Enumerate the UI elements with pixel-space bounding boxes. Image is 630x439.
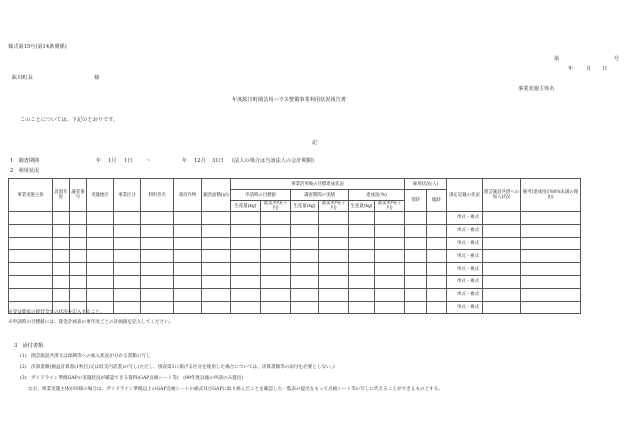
table-cell (261, 224, 291, 237)
table-cell (375, 301, 405, 314)
col-rate-income: 農業所得(千円) (375, 201, 405, 212)
table-cell (261, 250, 291, 263)
table-cell (53, 263, 70, 276)
table-cell (9, 212, 53, 225)
table-cell (9, 250, 53, 263)
row-kind-cell: 単式・複式 (447, 275, 483, 288)
col-area: 実施地区 (87, 179, 114, 212)
table-cell (319, 212, 349, 225)
period-month1: 1月 (108, 158, 117, 164)
table-row (9, 212, 581, 225)
table-cell (483, 263, 521, 276)
col-lot: 識者番号 (70, 179, 87, 212)
table-cell (405, 301, 427, 314)
table-cell (174, 275, 202, 288)
table-cell (114, 250, 141, 263)
section1-label: 1 調査期間 (10, 158, 40, 164)
row-kind-cell: 単式・複式 (447, 224, 483, 237)
row-kind-cell: 単式・複式 (447, 250, 483, 263)
table-cell (174, 237, 202, 250)
table-cell (202, 301, 231, 314)
table-cell (427, 237, 447, 250)
col-facility-area: 鋸営面積(㎡) (202, 179, 231, 212)
table-row (9, 224, 581, 237)
table-cell (483, 250, 521, 263)
table-cell (483, 212, 521, 225)
table-cell (70, 275, 87, 288)
table-cell (202, 250, 231, 263)
table-cell (114, 224, 141, 237)
table-cell (427, 224, 447, 237)
table-cell (231, 301, 261, 314)
usage-status-table (8, 178, 581, 314)
table-cell (405, 237, 427, 250)
table-cell (319, 263, 349, 276)
table-cell (521, 301, 581, 314)
table-cell (9, 275, 53, 288)
col-year: 設置年度 (53, 179, 70, 212)
period-year1: 年 (96, 158, 102, 164)
table-cell (521, 263, 581, 276)
col-user: 利用者名 (141, 179, 174, 212)
table-cell (291, 275, 319, 288)
section2-label: 2 利用状況 (10, 168, 40, 174)
period-day2: 31日 (212, 158, 224, 164)
table-cell (9, 288, 53, 301)
table-cell (427, 275, 447, 288)
table-cell (483, 301, 521, 314)
col-actual: 調査期間の実績 (291, 190, 349, 201)
table-cell (174, 250, 202, 263)
table-cell (141, 301, 174, 314)
table-cell (87, 275, 114, 288)
table-row (9, 275, 581, 288)
table-cell (87, 250, 114, 263)
table-cell (291, 237, 319, 250)
table-cell (141, 263, 174, 276)
table-cell (349, 212, 375, 225)
table-cell (375, 237, 405, 250)
note-2: ※申請時の目標値には、資金計画表の事年度ごとの計画値を記入してください。 (8, 320, 174, 325)
period-note: (法人の場合は当該法人の会計期間) (232, 158, 314, 164)
table-row (9, 250, 581, 263)
table-cell (114, 301, 141, 314)
table-cell (405, 250, 427, 263)
table-cell (427, 250, 447, 263)
row-kind-cell: 単式・複式 (447, 263, 483, 276)
period-day1: 1日 (124, 158, 133, 164)
table-cell (53, 237, 70, 250)
table-cell (87, 263, 114, 276)
period-month2: 12月 (194, 158, 206, 164)
table-cell (261, 212, 291, 225)
table-cell (319, 288, 349, 301)
table-cell (521, 237, 581, 250)
table-cell (70, 212, 87, 225)
date-year: 年 (568, 66, 574, 72)
table-cell (87, 212, 114, 225)
table-cell (202, 212, 231, 225)
table-cell (174, 288, 202, 301)
table-cell (174, 301, 202, 314)
period-year2: 年 (182, 158, 188, 164)
col-entity: 事業実施主体 (9, 179, 53, 212)
table-cell (319, 250, 349, 263)
col-plan-income: 農業所得(千円) (261, 201, 291, 212)
table-cell (521, 224, 581, 237)
ki-marker: 記 (312, 140, 318, 146)
table-cell (375, 263, 405, 276)
table-cell (319, 237, 349, 250)
table-cell (114, 288, 141, 301)
table-cell (261, 301, 291, 314)
intro-text: このことについては、下記のとおりです。 (20, 117, 119, 123)
col-gap-status: 課定記載の状況 (447, 179, 483, 212)
submitter-name: 事業実施主体名 (518, 86, 555, 92)
table-cell (375, 275, 405, 288)
row-kind-cell: 単式・複式 (447, 212, 483, 225)
date-day: 日 (602, 66, 608, 72)
table-cell (174, 224, 202, 237)
table-cell (70, 250, 87, 263)
table-cell (291, 288, 319, 301)
table-cell (202, 288, 231, 301)
col-regular: 常時 (405, 190, 427, 212)
table-row (9, 237, 581, 250)
table-cell (483, 288, 521, 301)
table-cell (114, 212, 141, 225)
table-cell (231, 250, 261, 263)
table-cell (231, 263, 261, 276)
attachment-footnote: なお、事業実施主体が同様の場合は、ガイドライン準拠以上のGAP点検シートの様式及びGAPに取り組んだことを確認した一覧表の提出をもって点検シート等の写しに代えることができるものとする。 (28, 387, 443, 392)
table-cell (405, 263, 427, 276)
addressee: 紘川町長 (12, 75, 33, 81)
table-cell (174, 263, 202, 276)
table-cell (261, 288, 291, 301)
section3-label: 3 添付書類 (14, 343, 44, 349)
col-plan-production: 生産量(kg) (231, 201, 261, 212)
doc-number-suffix: 号 (614, 56, 620, 62)
table-cell (261, 237, 291, 250)
table-cell (521, 212, 581, 225)
col-actual-income: 農業所得(千円) (319, 201, 349, 212)
table-cell (291, 263, 319, 276)
table-cell (202, 224, 231, 237)
doc-number-prefix: 第 (554, 56, 560, 62)
table-cell (349, 288, 375, 301)
table-body (9, 212, 581, 314)
table-cell (319, 301, 349, 314)
col-category: 事業区分 (114, 179, 141, 212)
col-target-group: 事業活用後の目標達成状況 (231, 179, 405, 190)
table-cell (202, 263, 231, 276)
table-cell (70, 224, 87, 237)
table-cell (70, 288, 87, 301)
table-cell (53, 224, 70, 237)
col-join-status: 園芸施設共済への加入状況 (483, 179, 521, 212)
table-cell (483, 275, 521, 288)
col-temporary: 臨時 (427, 190, 447, 212)
table-cell (9, 263, 53, 276)
table-cell (70, 263, 87, 276)
col-crop: 栽培作物 (174, 179, 202, 212)
table-row (9, 263, 581, 276)
table-cell (427, 263, 447, 276)
table-cell (9, 237, 53, 250)
table-cell (319, 224, 349, 237)
table-cell (87, 288, 114, 301)
col-actual-production: 生産量(kg) (291, 201, 319, 212)
table-cell (53, 288, 70, 301)
table-cell (291, 301, 319, 314)
attachment-item-3: (3) ガイドライン準拠GAPの実施状況が確認できる資料(GAP点検シート等) (99年度以後の申請のみ提出) (20, 376, 244, 381)
table-cell (114, 263, 141, 276)
table-cell (231, 224, 261, 237)
table-cell (261, 263, 291, 276)
col-plan: 申請時の目標値 (231, 190, 291, 201)
table-cell (231, 237, 261, 250)
table-cell (375, 212, 405, 225)
col-rate: 達成度(%) (349, 190, 405, 201)
table-cell (427, 301, 447, 314)
table-cell (141, 288, 174, 301)
table-cell (53, 275, 70, 288)
row-kind-cell: 単式・複式 (447, 288, 483, 301)
table-cell (141, 224, 174, 237)
table-cell (349, 263, 375, 276)
table-cell (405, 224, 427, 237)
date-month: 月 (586, 66, 592, 72)
table-cell (349, 250, 375, 263)
table-cell (291, 250, 319, 263)
table-cell (521, 275, 581, 288)
table-cell (114, 237, 141, 250)
table-cell (291, 212, 319, 225)
table-cell (9, 224, 53, 237)
table-cell (349, 224, 375, 237)
table-cell (141, 237, 174, 250)
table-cell (261, 275, 291, 288)
table-cell (349, 301, 375, 314)
attachment-item-1: (1) 園芸施設共済又は保険等への加入状況が分かる書類の写し (20, 354, 151, 359)
period-tilde: 〜 (146, 158, 152, 164)
table-cell (141, 250, 174, 263)
table-cell (521, 288, 581, 301)
table-cell (291, 224, 319, 237)
table-cell (405, 212, 427, 225)
table-cell (375, 250, 405, 263)
table-cell (349, 275, 375, 288)
table-cell (231, 288, 261, 301)
table-cell (405, 288, 427, 301)
table-cell (53, 212, 70, 225)
table-cell (87, 224, 114, 237)
table-cell (483, 237, 521, 250)
table-cell (141, 275, 174, 288)
row-kind-cell: 単式・複式 (447, 301, 483, 314)
table-cell (70, 237, 87, 250)
table-cell (521, 250, 581, 263)
table-cell (349, 237, 375, 250)
attachment-item-2: (2) 決算書類(損益計算書(1枚目)又は収支内訳書)の写し(ただし、別表第1に掲げる区分を使用した場合については、決算書類等の添付を必要としない。) (20, 365, 335, 370)
table-cell (174, 212, 202, 225)
table-cell (319, 275, 349, 288)
form-label: 様式第15号(第14条関係) (8, 44, 67, 50)
table-row (9, 288, 581, 301)
table-cell (427, 212, 447, 225)
table-cell (231, 212, 261, 225)
table-cell (53, 250, 70, 263)
note-1: ※受益農家の経営全ての状況を記入すること。 (8, 310, 105, 315)
table-cell (141, 212, 174, 225)
col-rate-production: 生産量(kg) (349, 201, 375, 212)
table-cell (427, 288, 447, 301)
table-cell (87, 237, 114, 250)
table-cell (375, 224, 405, 237)
col-employment-group: 雇用状況(人) (405, 179, 447, 190)
table-cell (114, 275, 141, 288)
row-kind-cell: 単式・複式 (447, 237, 483, 250)
table-cell (202, 275, 231, 288)
table-cell (375, 288, 405, 301)
table-cell (483, 224, 521, 237)
addressee-suffix: 様 (94, 75, 100, 81)
col-remarks: 備考(達成度が80%未満の理由) (521, 179, 581, 212)
table-cell (202, 237, 231, 250)
table-cell (405, 275, 427, 288)
document-title: 年度紘川町園芸用ハウス整備事業利用状況報告書 (232, 97, 346, 103)
table-cell (231, 275, 261, 288)
